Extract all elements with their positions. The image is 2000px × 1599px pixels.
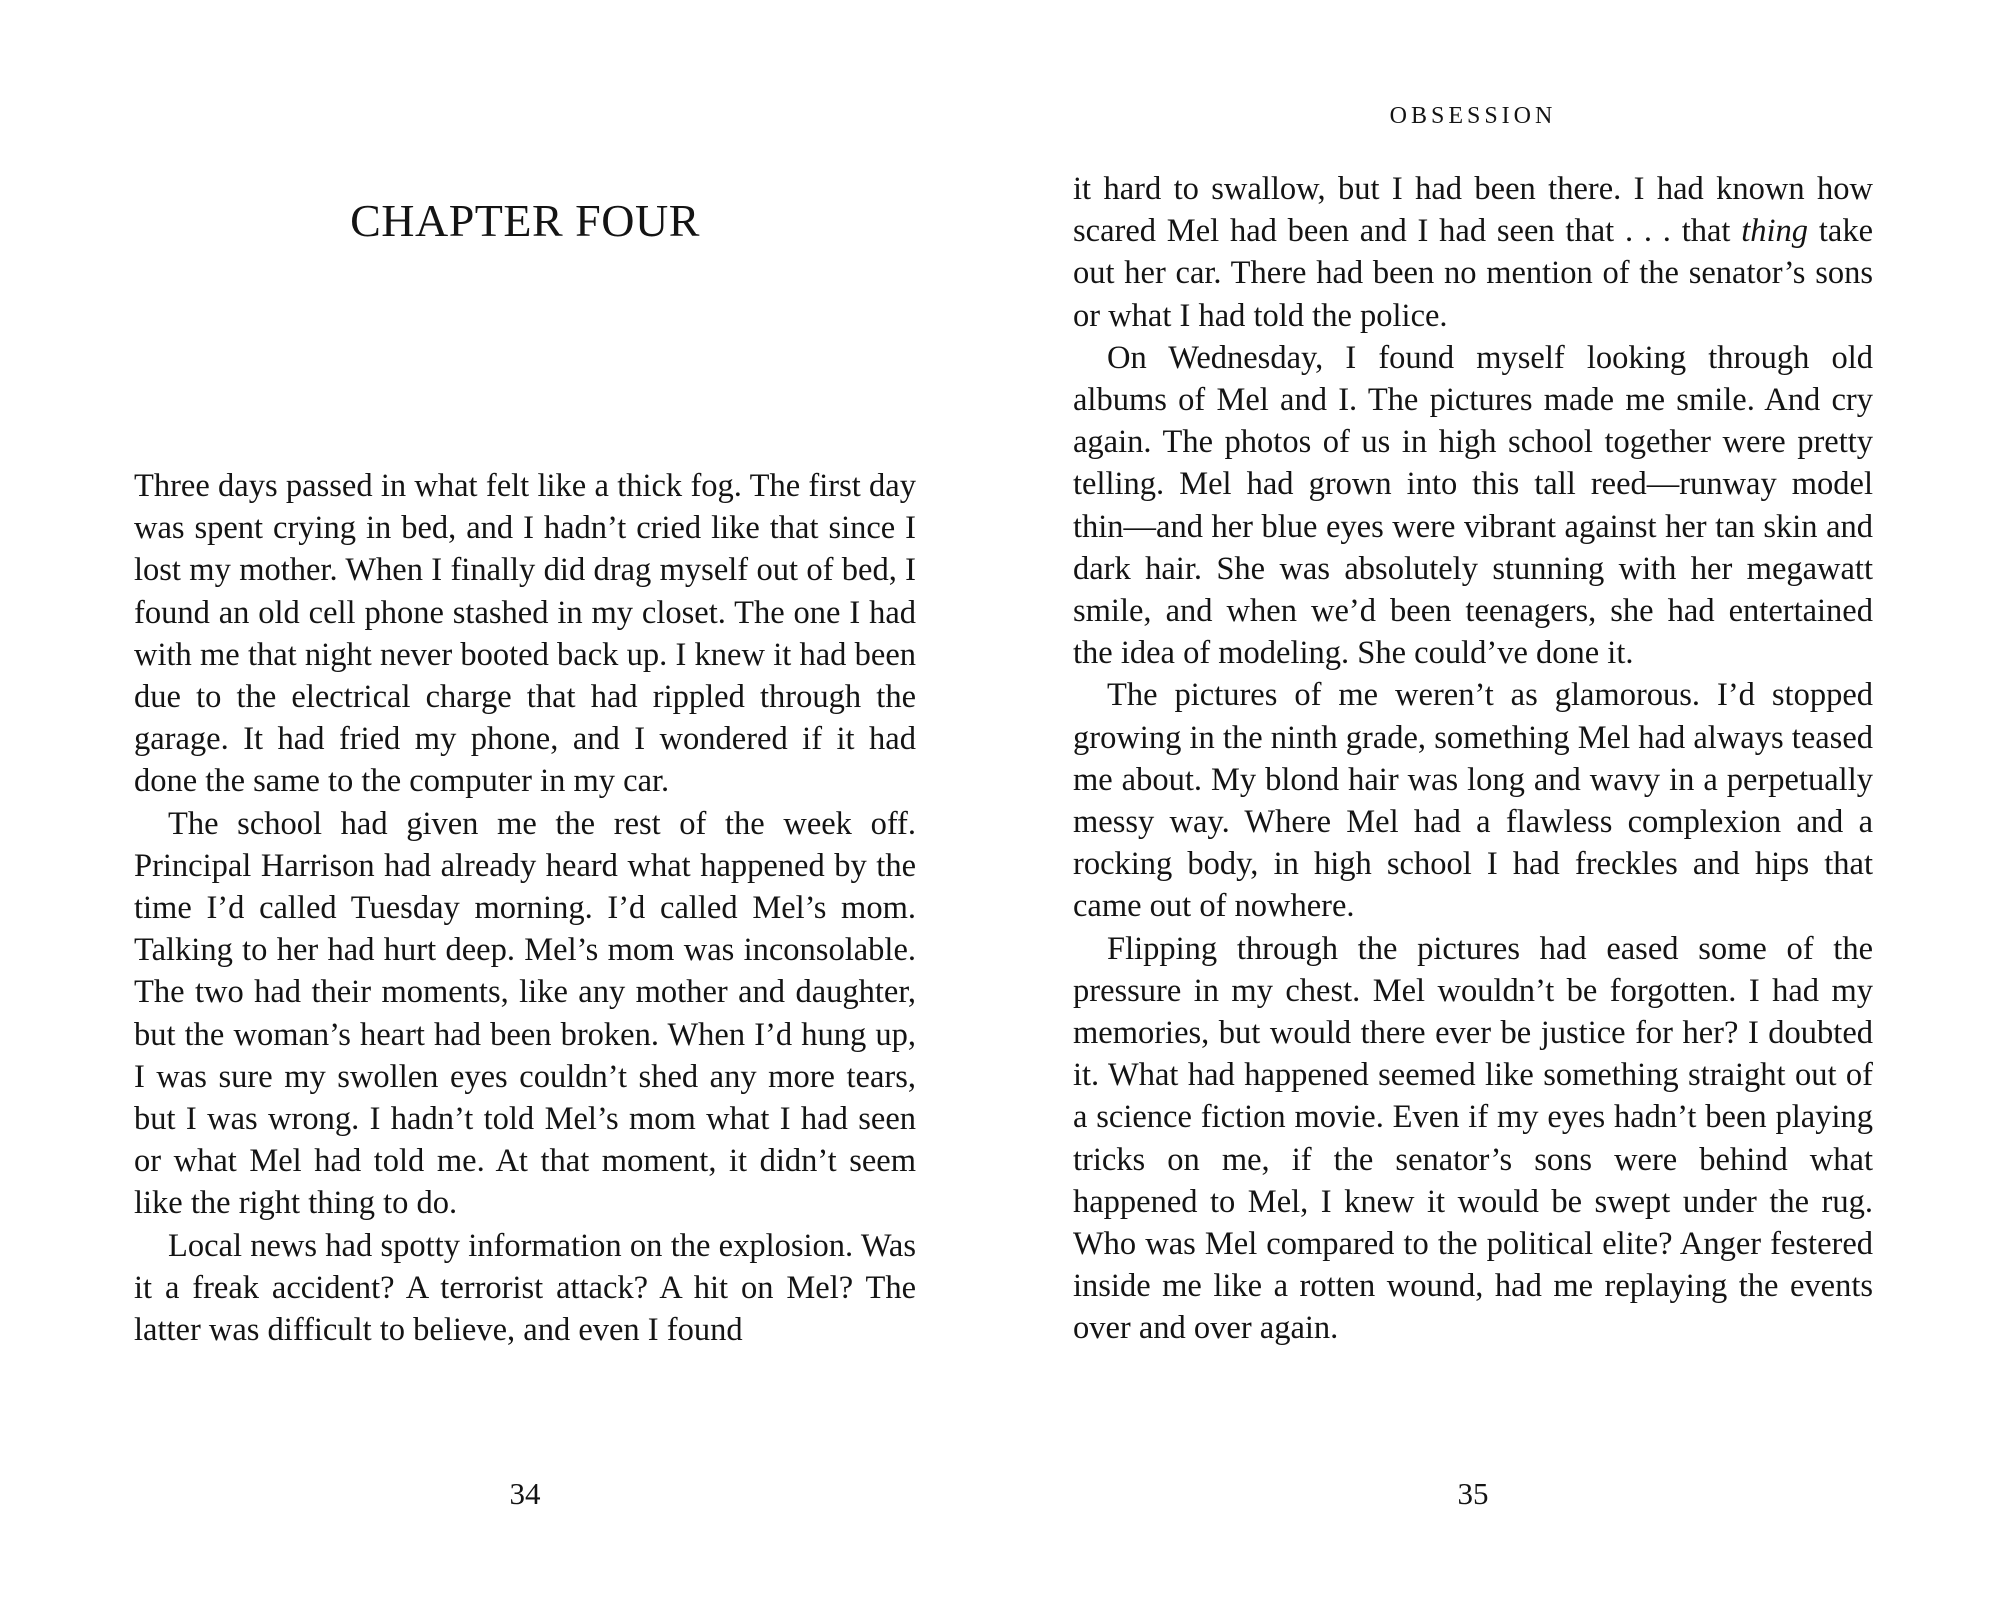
left-page-body xyxy=(134,465,916,1351)
paragraph: The pictures of me weren’t as glamorous. I’d stopped growing in the ninth grade, something Mel had always teased me about. My blond hair was long and wavy in a perpetually messy way. Where Mel had a flawless complexion and a rocking body, in high school I had freckles and hips that came out of nowhere. xyxy=(1073,677,1873,925)
italic-word: thing xyxy=(1741,213,1809,250)
left-page xyxy=(134,0,916,1599)
paragraph xyxy=(1073,168,1873,337)
page-number: 34 xyxy=(509,1476,541,1511)
paragraph-text: take out her car. There had been no mention of the senator’s sons or what I had told the police. xyxy=(1073,213,1873,334)
paragraph: The school had given me the rest of the week off. Principal Harrison had already heard what happened by the time I’d called Tuesday morning. I’d called Mel’s mom. Talking to her had hurt deep. Mel’s mom was inconsolable. The two had their moments, like any mother and daughter, but the woman’s heart had been broken. When I’d hung up, I was sure my swollen eyes couldn’t shed any more tears, but I was wrong. I hadn’t told Mel’s mom what I had seen or what Mel had told me. At that moment, it didn’t seem like the right thing to do. xyxy=(134,805,916,1222)
running-head: OBSESSION xyxy=(1389,103,1557,129)
chapter-title: CHAPTER FOUR xyxy=(350,195,700,246)
right-page xyxy=(1073,0,1873,1599)
paragraph: Local news had spotty information on the explosion. Was it a freak accident? A terrorist attack? A hit on Mel? The latter was difficult to believe, and even I found xyxy=(134,1227,916,1349)
paragraph-text: it hard to swallow, but I had been there. I had known how scared Mel had been and I had seen that . . . that xyxy=(1073,171,1873,250)
right-page-body xyxy=(1073,168,1873,1350)
paragraph: Flipping through the pictures had eased some of the pressure in my chest. Mel wouldn’t be forgotten. I had my memories, but would there ever be justice for her? I doubted it. What had happened seemed like something straight out of a science fiction movie. Even if my eyes hadn’t been playing tricks on me, if the senator’s sons were behind what happened to Mel, I knew it would be swept under the rug. Who was Mel compared to the political elite? Anger festered inside me like a rotten wound, had me replaying the events over and over again. xyxy=(1073,930,1873,1347)
paragraph: Three days passed in what felt like a thick fog. The first day was spent crying in bed, and I hadn’t cried like that since I lost my mother. When I finally did drag myself out of bed, I found an old cell phone stashed in my closet. The one I had with me that night never booted back up. I knew it had been due to the electrical charge that had rippled through the garage. It had fried my phone, and I wondered if it had done the same to the computer in my car. xyxy=(134,468,916,800)
paragraph: On Wednesday, I found myself looking through old albums of Mel and I. The pictures made me smile. And cry again. The photos of us in high school together were pretty telling. Mel had grown into this tall reed—runway model thin—and her blue eyes were vibrant against her tan skin and dark hair. She was absolutely stunning with her megawatt smile, and when we’d been teenagers, she had entertained the idea of modeling. She could’ve done it. xyxy=(1073,339,1873,672)
page-number: 35 xyxy=(1457,1476,1489,1511)
